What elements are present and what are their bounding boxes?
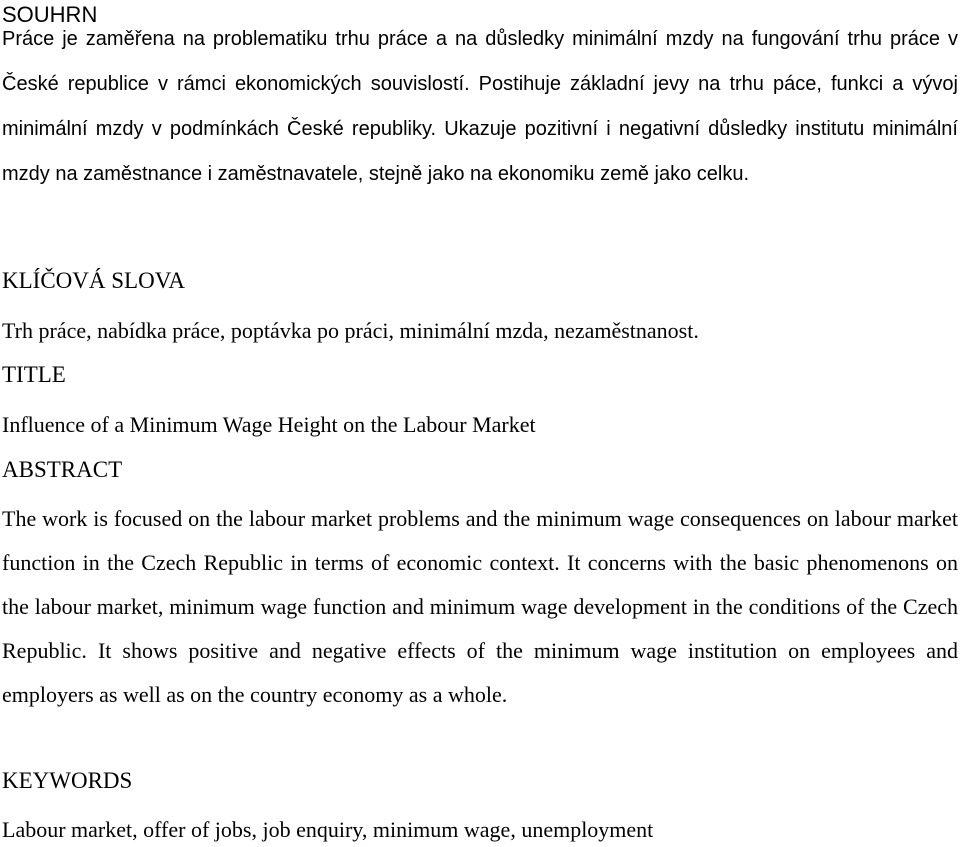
keywords-text: Labour market, offer of jobs, job enquiry, minimum wage, unemployment bbox=[2, 817, 654, 842]
keywords-heading: KEYWORDS bbox=[2, 768, 133, 793]
title-heading: TITLE bbox=[2, 362, 66, 387]
abstract-text: The work is focused on the labour market problems and the minimum wage consequences on labour market function in the Czech Republic in terms of economic context. It concerns with the basic phenomenons on the labour market, minimum wage function and minimum wage development in the conditions of the Czech Republic. It shows positive and negative effects of the minimum wage institution on employees and employers as well as on the country economy as a whole. bbox=[2, 506, 958, 707]
title-text: Influence of a Minimum Wage Height on the Labour Market bbox=[2, 412, 536, 437]
klicova-slova-text: Trh práce, nabídka práce, poptávka po práci, minimální mzda, nezaměstnanost. bbox=[2, 318, 699, 343]
klicova-slova-heading: KLÍČOVÁ SLOVA bbox=[2, 268, 185, 293]
souhrn-heading: SOUHRN bbox=[2, 2, 98, 27]
souhrn-text: Práce je zaměřena na problematiku trhu práce a na důsledky minimální mzdy na fungování trhu práce v České republice v rámci ekonomických souvislostí. Postihuje základní jevy na trhu páce, funkci a vývoj minimální mzdy v podmínkách České republiky. Ukazuje pozitivní i negativní důsledky institutu minimální mzdy na zaměstnance i zaměstnavatele, stejně jako na ekonomiku země jako celku. bbox=[2, 28, 958, 185]
abstract-heading: ABSTRACT bbox=[2, 457, 123, 482]
